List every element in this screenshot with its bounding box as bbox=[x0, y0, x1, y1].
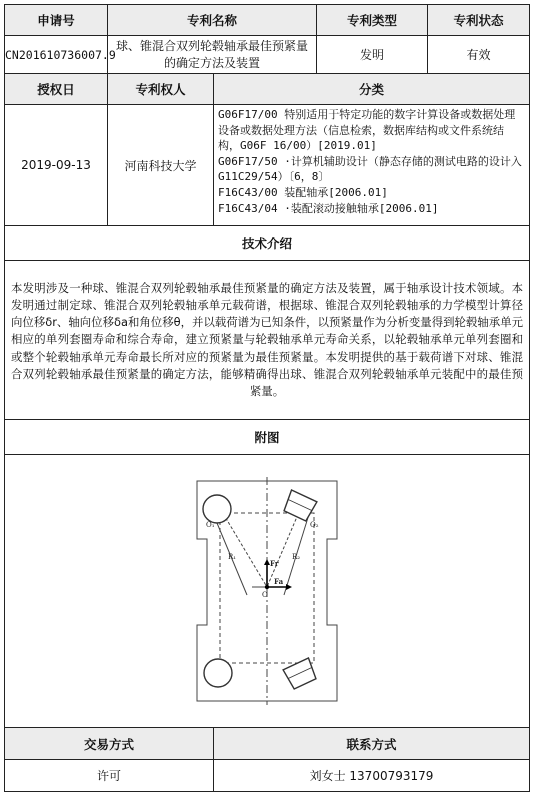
trade-method-header: 交易方式 bbox=[5, 728, 214, 760]
patentee-value: 河南科技大学 bbox=[108, 105, 214, 226]
figure-title: 附图 bbox=[5, 420, 530, 455]
grant-date-value: 2019-09-13 bbox=[5, 105, 108, 226]
ball-element-bottom bbox=[204, 659, 232, 687]
patentee-header: 专利权人 bbox=[108, 74, 214, 105]
label-r2: R₂ bbox=[292, 553, 301, 561]
patent-name-value: 球、锥混合双列轮毂轴承最佳预紧量的确定方法及装置 bbox=[108, 36, 317, 74]
figure-cell bbox=[5, 455, 530, 728]
label-fr: Fr bbox=[270, 559, 279, 568]
label-o: O bbox=[262, 591, 268, 599]
abstract-text: 本发明涉及一种球、锥混合双列轮毂轴承最佳预紧量的确定方法及装置，属于轴承设计技术领域。本发明通过制定球、锥混合双列轮毂轴承单元载荷谱，根据球、锥混合双列轮毂轴承的力学模型计算径向位移δr、轴向位移δa和角位移θ，并以载荷谱为已知条件，以预紧量作为分析变量得到轮毂轴承单元相应的单列套圈寿命和综合寿命，建立预紧量与轮毂轴承单元寿命关系，以轮毂轴承单元单列套圈和或整个轮毂轴承单元寿命最长所对应的预紧量为最佳预紧量。本发明提供的基于载荷谱下对球、锥混合双列轮毂轴承最佳预紧量的确定方法，能够精确得出球、锥混合双列轮毂轴承单元装配中的最佳预紧量。 bbox=[5, 261, 530, 420]
classification-item: G06F17/00 特别适用于特定功能的数字计算设备或数据处理设备或数据处理方法（信息检索，数据库结构或文件系统结构，G06F 16/00）[2019.01] bbox=[218, 108, 516, 153]
patent-status-value: 有效 bbox=[428, 36, 530, 74]
classification-item: F16C43/04 ·装配滚动接触轴承[2006.01] bbox=[218, 201, 439, 215]
label-o1: O₁ bbox=[206, 521, 215, 529]
tech-intro-title: 技术介绍 bbox=[5, 226, 530, 261]
application-no-header: 申请号 bbox=[5, 5, 108, 36]
label-fa: Fa bbox=[274, 577, 284, 586]
patent-table bbox=[4, 4, 530, 792]
roller-element-top bbox=[282, 490, 317, 522]
patent-type-value: 发明 bbox=[317, 36, 428, 74]
bearing-diagram bbox=[192, 475, 342, 707]
axial-force-arrowhead bbox=[286, 584, 292, 590]
classification-list bbox=[214, 105, 530, 226]
patent-name-header: 专利名称 bbox=[108, 5, 317, 36]
label-o2: O₂ bbox=[310, 521, 319, 529]
patent-status-header: 专利状态 bbox=[428, 5, 530, 36]
classification-item: F16C43/00 装配轴承[2006.01] bbox=[218, 185, 388, 199]
application-no-value: CN201610736007.9 bbox=[5, 36, 108, 74]
grant-date-header: 授权日 bbox=[5, 74, 108, 105]
contact-method-header: 联系方式 bbox=[214, 728, 530, 760]
classification-header: 分类 bbox=[214, 74, 530, 105]
label-r1: R₁ bbox=[228, 553, 237, 561]
ball-element-top bbox=[203, 495, 231, 523]
patent-type-header: 专利类型 bbox=[317, 5, 428, 36]
classification-item: G06F17/50 ·计算机辅助设计（静态存储的测试电路的设计入 G11C29/54）〔6，8〕 bbox=[218, 154, 522, 184]
contact-method-value: 刘女士 13700793179 bbox=[214, 760, 530, 792]
center-point bbox=[265, 585, 269, 589]
trade-method-value: 许可 bbox=[5, 760, 214, 792]
